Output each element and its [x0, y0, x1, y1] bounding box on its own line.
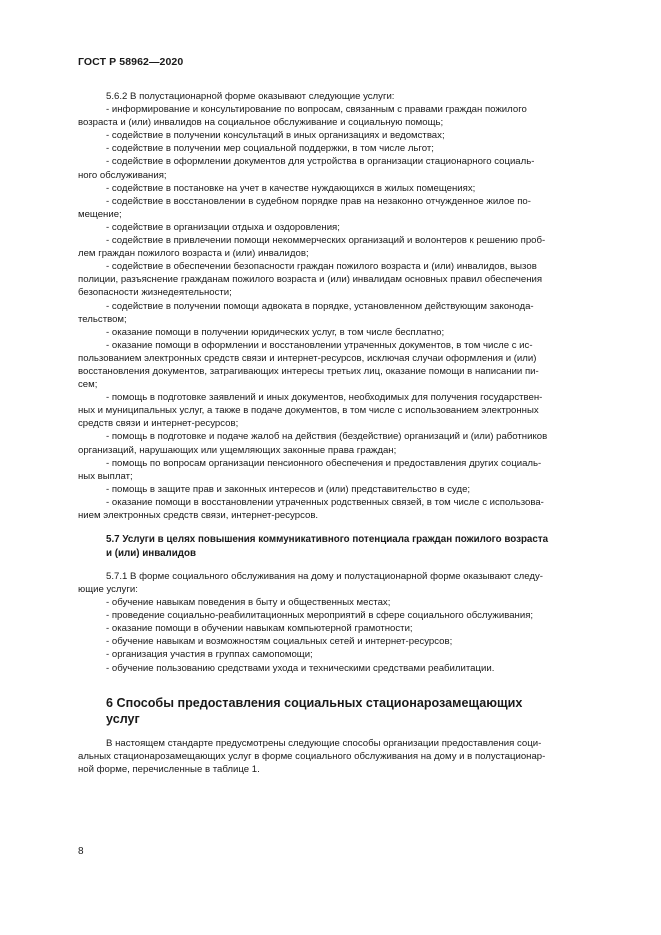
- text-line: - проведение социально-реабилитационных мероприятий в сфере социального обслуживания;: [106, 610, 534, 622]
- section-6-heading: [78, 695, 584, 727]
- text-line: - содействие в получении консультаций в иных организациях и ведомствах;: [106, 130, 445, 142]
- text-line: - помощь в подготовке и подаче жалоб на действия (бездействие) организаций и (или) работников: [106, 431, 548, 443]
- text-line: - содействие в получении мер социальной поддержки, в том числе льгот;: [106, 143, 434, 155]
- text-line: - содействие в получении помощи адвоката в порядке, установленном действующим законода-: [106, 300, 534, 312]
- section-6-text: [78, 737, 584, 776]
- text-line: лем граждан пожилого возраста и (или) инвалидов;: [78, 248, 309, 260]
- text-line: - оказание помощи в оформлении и восстановлении утраченных документов, в том числе с ис-: [106, 339, 533, 351]
- text-line: - обучение навыкам поведения в быту и общественных местах;: [106, 597, 391, 609]
- text-line: ных выплат;: [78, 470, 133, 482]
- text-line: мещение;: [78, 208, 122, 220]
- text-line: 5.7.1 В форме социального обслуживания на дому и полустационарной форме оказывают следу-: [106, 570, 543, 582]
- section-5-6-2-text: [78, 90, 584, 522]
- text-line: безопасности жизнедеятельности;: [78, 287, 232, 299]
- text-line: - оказание помощи в получении юридических услуг, в том числе бесплатно;: [106, 326, 445, 338]
- section-5-7-heading-line2: и (или) инвалидов: [106, 547, 197, 559]
- text-line: - содействие в оформлении документов для устройства в организации стационарного социаль-: [106, 156, 535, 168]
- text-line: организаций, нарушающих или ущемляющих законные права граждан;: [78, 444, 397, 456]
- text-line: ного обслуживания;: [78, 169, 167, 181]
- section-5-7-heading-line1: 5.7 Услуги в целях повышения коммуникативного потенциала граждан пожилого возраста: [106, 534, 549, 546]
- section-5-7-1-text: [78, 570, 584, 675]
- text-line: - оказание помощи в обучении навыкам компьютерной грамотности;: [106, 623, 413, 635]
- section-6-heading-line2: услуг: [106, 711, 140, 726]
- text-line: альных стационарозамещающих услуг в форме социального обслуживания на дому и в полустационар-: [78, 750, 546, 762]
- text-line: - оказание помощи в восстановлении утраченных родственных связей, в том числе с использова-: [106, 496, 544, 508]
- text-line: сем;: [78, 379, 98, 391]
- text-line: тельством;: [78, 313, 127, 325]
- text-line: - организация участия в группах самопомощи;: [106, 649, 313, 661]
- section-5-7-heading: [78, 533, 584, 560]
- text-line: - помощь по вопросам организации пенсионного обеспечения и предоставления других социаль-: [106, 457, 542, 469]
- text-line: - содействие в организации отдыха и оздоровления;: [106, 221, 340, 233]
- section-6-heading-line1: 6 Способы предоставления социальных стационарозамещающих: [106, 695, 523, 710]
- text-line: полиции, разъяснение гражданам пожилого возраста и (или) инвалидам основных правил обеспечения: [78, 274, 543, 286]
- doc-header-code: ГОСТ Р 58962—2020: [78, 56, 184, 68]
- text-line: ющие услуги:: [78, 584, 138, 595]
- text-line: ной форме, перечисленные в таблице 1.: [78, 763, 260, 775]
- text-line: - помощь в защите прав и законных интересов и (или) представительство в суде;: [106, 483, 471, 495]
- text-line: - содействие в обеспечении безопасности граждан пожилого возраста и (или) инвалидов, вызов: [106, 261, 537, 273]
- text-line: - обучение навыкам и возможностям социальных сетей и интернет-ресурсов;: [106, 636, 453, 648]
- text-line: В настоящем стандарте предусмотрены следующие способы организации предоставления соци-: [106, 737, 542, 749]
- text-line: - обучение пользованию средствами ухода и техническими средствами реабилитации.: [106, 662, 495, 674]
- text-line: нием электронных средств связи, интернет-ресурсов.: [78, 510, 319, 521]
- text-line: пользованием электронных средств связи и интернет-ресурсов, исключая случаи оформления и (или): [78, 352, 537, 364]
- text-line: - информирование и консультирование по вопросам, связанным с правами граждан пожилого: [106, 104, 527, 116]
- text-line: 5.6.2 В полустационарной форме оказывают следующие услуги:: [106, 91, 395, 102]
- text-line: - содействие в постановке на учет в качестве нуждающихся в жилых помещениях;: [106, 182, 476, 194]
- page-number: 8: [78, 846, 84, 857]
- text-line: - содействие в восстановлении в судебном порядке прав на незаконно отчужденное жилое по-: [106, 195, 531, 207]
- text-line: - помощь в подготовке заявлений и иных документов, необходимых для получения государствен-: [106, 392, 543, 404]
- text-line: ных и муниципальных услуг, а также в подаче документов, в том числе с использованием электронных: [78, 405, 539, 417]
- text-line: возраста и (или) инвалидов на социальное обслуживание и социальную помощь;: [78, 117, 444, 129]
- text-line: - содействие в привлечении помощи некоммерческих организаций и волонтеров к решению проб-: [106, 235, 546, 247]
- text-line: средств связи и интернет-ресурсов;: [78, 418, 239, 430]
- document-page: [78, 56, 584, 776]
- text-line: восстановления документов, затрагивающих интересы третьих лиц, оказание помощи в написании пи-: [78, 365, 539, 377]
